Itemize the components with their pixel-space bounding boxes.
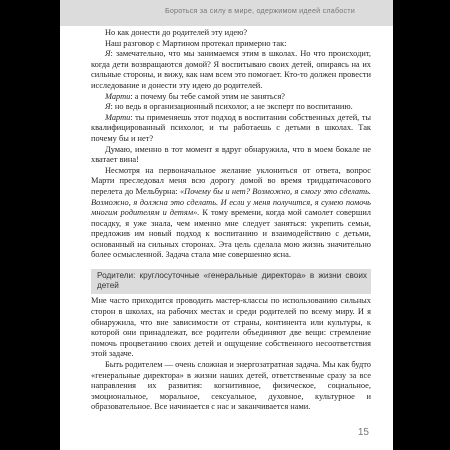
body-text	[91, 28, 371, 413]
dialogue-paragraph	[91, 92, 371, 103]
dialogue-text: : а почему бы тебе самой этим не заняться?	[130, 91, 286, 101]
dialogue-text: : но ведь я организационный психолог, а не эксперт по воспитанию.	[110, 102, 353, 112]
book-page	[60, 0, 393, 450]
dialogue-paragraph	[91, 49, 371, 91]
speaker-label: Я	[105, 49, 111, 59]
section-heading: Родители: круглосуточные «генеральные директора» в жизни своих детей	[91, 269, 371, 294]
page-number: 15	[357, 427, 369, 438]
paragraph: Думаю, именно в тот момент я вдруг обнаружила, что в моем бокале не хватает вина!	[91, 144, 371, 165]
paragraph: Мне часто приходится проводить мастер-классы по использованию сильных сторон в школах, на рабочих местах и среди родителей по всему миру. И я обнаружила, что вне зависимости от страны, континента или культуры, к которой они принадлежат, все родители объединяют две вещи: стремление помочь процветанию своих детей и ощущение собственного несоответствия этой задаче.	[91, 296, 371, 359]
dialogue-paragraph	[91, 102, 371, 113]
italic-quote: «Почему бы и нет? Возможно, я смогу это сделать. Возможно, я должна это сделать. И если у меня получится, я сумею помочь многим родителям и детям».	[91, 186, 371, 218]
speaker-label: Я	[105, 102, 111, 112]
speaker-label: Марти	[105, 91, 131, 101]
paragraph: Но как донести до родителей эту идею?	[105, 28, 248, 37]
dialogue-paragraph	[91, 113, 371, 145]
running-title: Бороться за силу в мире, одержимом идеей слабости	[164, 6, 355, 15]
dialogue-text: : ты применяешь этот подход в воспитании собственных детей, ты квалифицированный психолог, и ты работаешь с детьми в школах. Так почему бы и нет?	[91, 112, 371, 143]
speaker-label: Марти	[105, 112, 131, 122]
paragraph: Быть родителем — очень сложная и энергозатратная задача. Мы как будто «генеральные директора» в жизни наших детей, ответственные сразу за все направления их развития: когнитивное, физическое, социальное, эмоциональное, моральное, сексуальное, духовное, культурное и образовательное. Все начинается с нас и заканчивается нами.	[91, 360, 371, 412]
paragraph	[91, 166, 371, 261]
paragraph: Наш разговор с Мартином протекал примерно так:	[105, 38, 287, 48]
paragraph-text: Несмотря на первоначальное желание уклониться от ответа, вопрос Марти преследовал меня всю дорогу домой во время тридцатичасового перелета до Мельбурна:	[91, 165, 371, 196]
dialogue-text: : замечательно, что мы занимаемся этим в школах. Но что происходит, когда дети возвращаются домой? Я воспитываю своих детей, опираясь на их сильные стороны, и вижу, как нам всем это помогает. Кто-то должен провести исследование и донести эту идею до родителей.	[91, 49, 371, 90]
running-header	[60, 0, 393, 26]
paragraph-text: К тому времени, когда мой самолет совершил посадку, я уже знала, чем именно мне следует заняться: укрепить семьи, предложив им новый подход к воспитанию и взаимодействию с детьми, основанный на сильных сторонах. Эта цель сделала мою жизнь значительно более осмысленной. Задача стала мне совершенно ясна.	[91, 208, 371, 260]
